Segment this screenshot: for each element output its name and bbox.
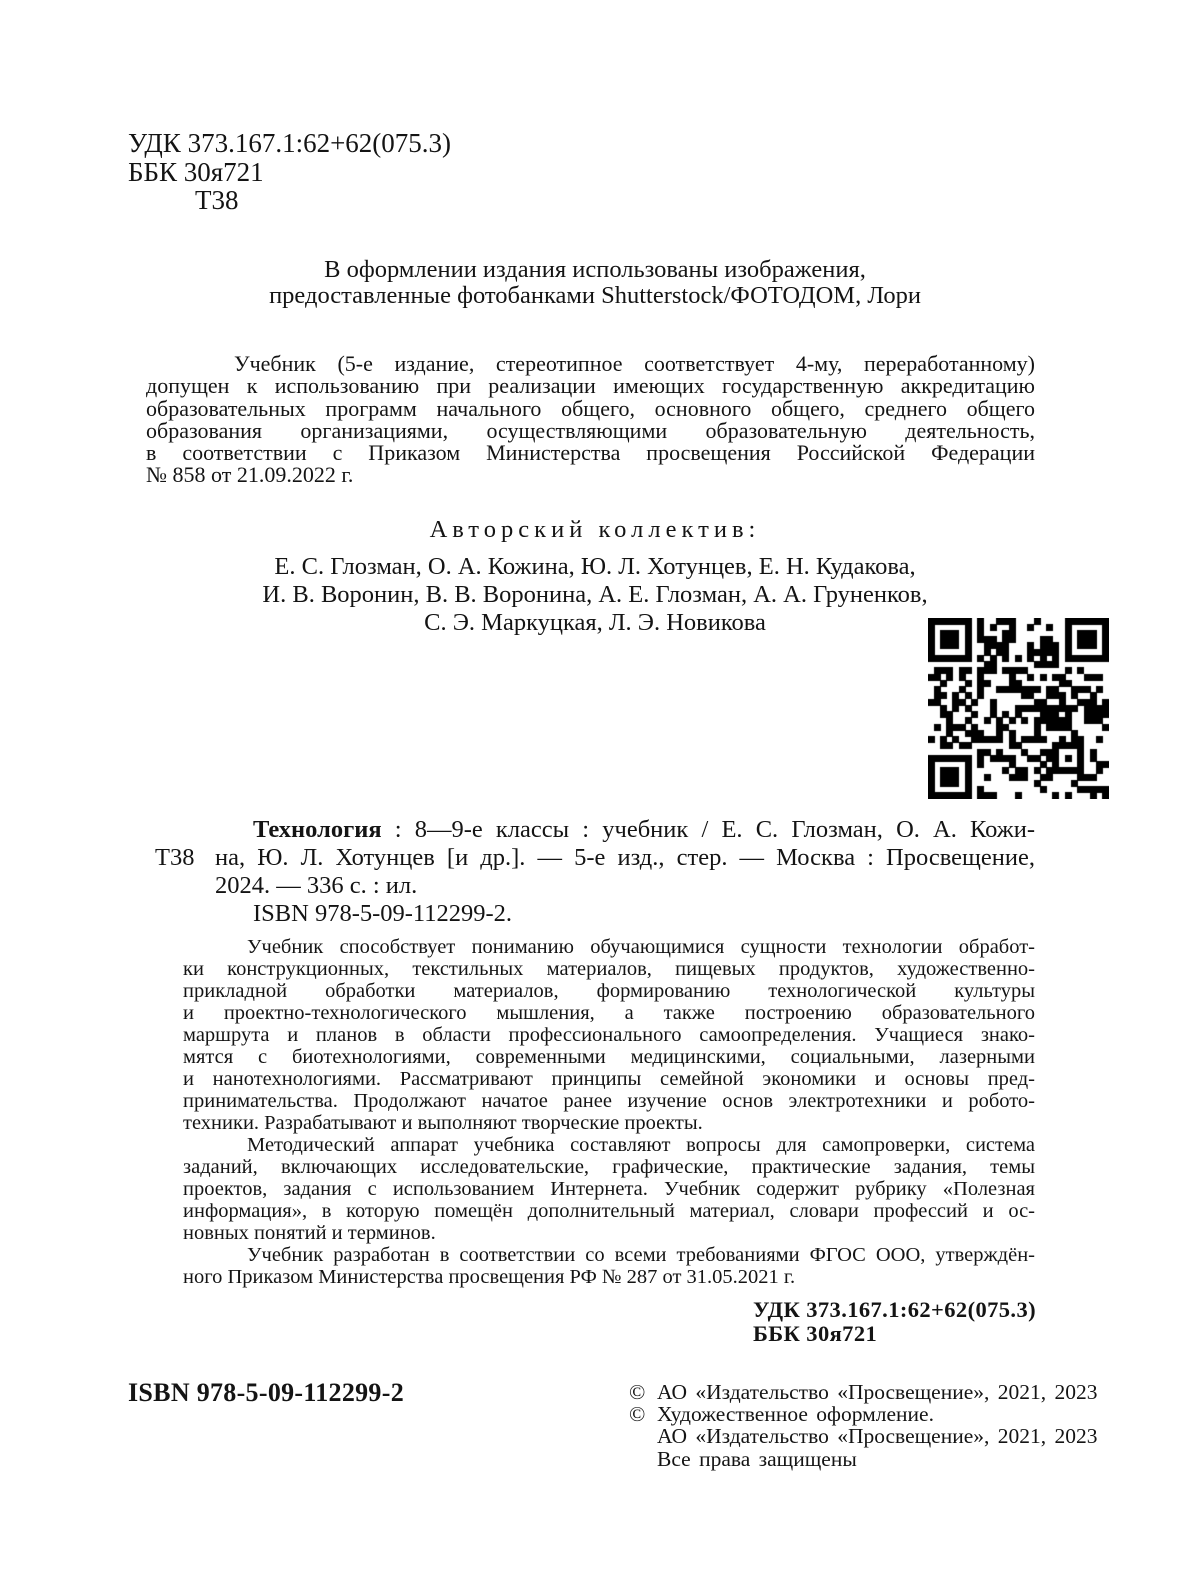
accreditation-paragraph — [146, 353, 1035, 487]
udk-code-bottom: УДК 373.167.1:62+62(075.3) — [753, 1297, 1036, 1322]
copyright-line: © АО «Издательство «Просвещение», 2021, 2023 — [629, 1380, 1098, 1404]
catalog-line: 2024. — 336 с. : ил. — [215, 872, 418, 899]
annotation-line: заданий, включающих исследовательские, графические, практические задания, темы — [183, 1156, 1035, 1178]
accreditation-line: в соответствии с Приказом Министерства просвещения Российской Федерации — [146, 440, 1035, 466]
bbk-code-bottom: ББК 30я721 — [753, 1320, 878, 1346]
image-credits — [145, 257, 1045, 308]
accreditation-line: допущен к использованию при реализации имеющих государственную аккредитацию — [146, 373, 1035, 399]
accreditation-line: Учебник (5-е издание, стереотипное соответствует 4-му, переработанному) — [234, 351, 1035, 376]
authors-list — [145, 553, 1045, 637]
authors-line: С. Э. Маркуцкая, Л. Э. Новикова — [424, 609, 766, 636]
annotation-line: техники. Разрабатывают и выполняют творческие проекты. — [183, 1112, 703, 1134]
credits-line: В оформлении издания использованы изображения, — [324, 256, 866, 283]
annotation-block — [183, 936, 1035, 1288]
catalog-card — [215, 816, 1035, 928]
credits-line: предоставленные фотобанками Shutterstock/ФОТОДОМ, Лори — [269, 281, 921, 309]
accreditation-line: № 858 от 21.09.2022 г. — [146, 462, 354, 488]
catalog-margin-code: Т38 — [155, 844, 195, 871]
copyright-line: © Художественное оформление. — [629, 1402, 934, 1427]
annotation-line: ного Приказом Министерства просвещения РФ № 287 от 31.05.2021 г. — [183, 1266, 796, 1288]
annotation-line: и проектно-технологического мышления, а также построению образовательного — [183, 1002, 1035, 1024]
authors-line: Е. С. Глозман, О. А. Кожина, Ю. Л. Хотунцев, Е. Н. Кудакова, — [274, 553, 916, 580]
annotation-line: и нанотехнологиями. Рассматривают принципы семейной экономики и основы пред- — [183, 1068, 1035, 1090]
book-title: Технология — [253, 816, 382, 843]
copyright-line: АО «Издательство «Просвещение», 2021, 2023 — [657, 1424, 1098, 1449]
copyright-line: Все права защищены — [657, 1446, 857, 1471]
annotation-line: информация», в которую помещён дополнительный материал, словари профессий и ос- — [183, 1200, 1035, 1222]
annotation-line: Учебник способствует пониманию обучающимися сущности технологии обработ- — [247, 936, 1035, 958]
accreditation-line: образовательных программ начального общего, основного общего, среднего общего — [146, 395, 1035, 421]
copyright-symbol: © — [629, 1402, 646, 1427]
footer-isbn: ISBN 978-5-09-112299-2 — [128, 1378, 404, 1407]
annotation-line: Методический аппарат учебника составляют вопросы для самопроверки, система — [247, 1134, 1035, 1156]
annotation-line: ки конструкционных, текстильных материалов, пищевых продуктов, художественно- — [183, 958, 1035, 980]
catalog-line: на, Ю. Л. Хотунцев [и др.]. — 5-е изд., стер. — Москва : Просвещение, — [215, 844, 1035, 871]
annotation-line: маршрута и планов в области профессионального самоопределения. Учащиеся знако- — [183, 1024, 1035, 1046]
annotation-line: Учебник разработан в соответствии со всеми требованиями ФГОС ООО, утверждён- — [247, 1244, 1035, 1266]
annotation-line: прикладной обработки материалов, формированию технологической культуры — [183, 980, 1035, 1002]
catalog-line: Технология : 8—9-е классы : учебник / Е. С. Глозман, О. А. Кожи- — [253, 816, 1035, 843]
copyright-block — [629, 1381, 1098, 1470]
annotation-line: новных понятий и терминов. — [183, 1222, 436, 1244]
top-codes-block — [128, 129, 451, 215]
udk-code: УДК 373.167.1:62+62(075.3) — [128, 128, 452, 158]
annotation-line: мятся с биотехнологиями, современными медицинскими, социальными, лазерными — [183, 1046, 1035, 1068]
authors-heading: Авторский коллектив: — [429, 516, 761, 543]
catalog-isbn: ISBN 978-5-09-112299-2. — [253, 900, 513, 927]
qr-code — [928, 618, 1109, 799]
annotation-line: проектов, задания с использованием Интернета. Учебник содержит рубрику «Полезная — [183, 1178, 1035, 1200]
annotation-line: принимательства. Продолжают начатое ранее изучение основ электротехники и робото- — [183, 1090, 1035, 1112]
bottom-codes-block — [753, 1298, 1036, 1345]
bbk-code: ББК 30я721 — [128, 156, 264, 187]
authors-line: И. В. Воронин, В. В. Воронина, А. Е. Глозман, А. А. Груненков, — [262, 581, 928, 608]
copyright-symbol: © — [629, 1380, 646, 1404]
author-sign-code: Т38 — [195, 185, 239, 216]
accreditation-line: образования организациями, осуществляющими образовательную деятельность, — [146, 417, 1035, 443]
